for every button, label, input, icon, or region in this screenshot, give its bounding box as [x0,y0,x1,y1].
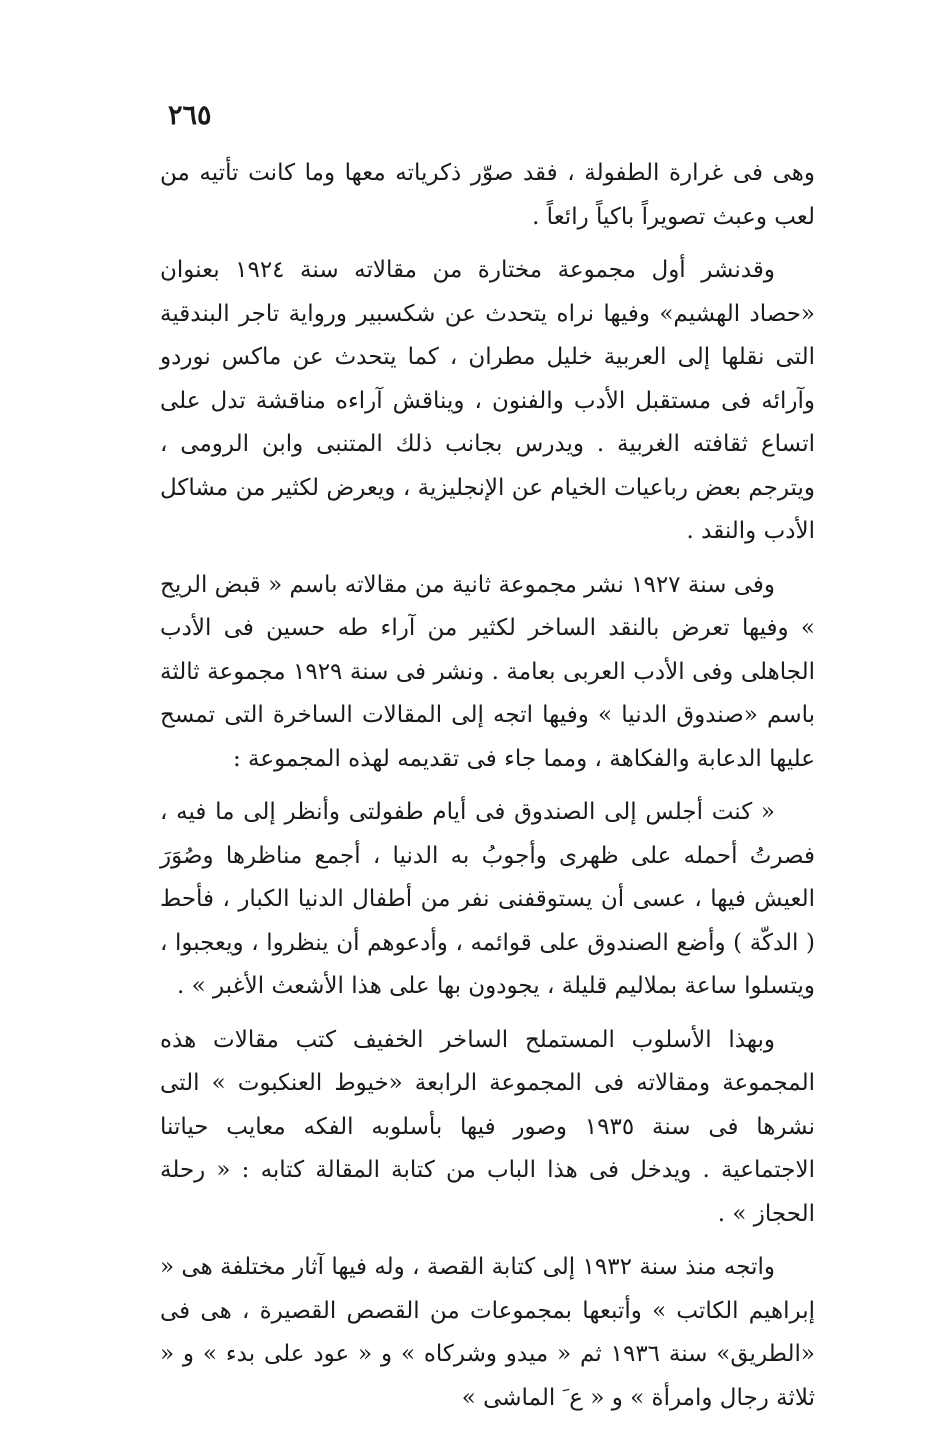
paragraph-1: وهى فى غرارة الطفولة ، فقد صوّر ذكرياته معها وما كانت تأتيه من لعب وعبث تصويراً باكياً رائعاً . [160,160,815,230]
paragraph-6: واتجه منذ سنة ١٩٣٢ إلى كتابة القصة ، وله فيها آثار مختلفة هى « إبراهيم الكاتب » وأتبعها بمجموعات من القصص القصيرة ، هى فى «الطريق» سنة ١٩٣٦ ثم « ميدو وشركاه » و « عود على بدء » و « ثلاثة رجال وامرأة » و « ع َ الماشى » [160,1254,815,1411]
paragraph-3: وفى سنة ١٩٢٧ نشر مجموعة ثانية من مقالاته باسم « قبض الريح » وفيها تعرض بالنقد الساخر لكثير من آراء طه حسين فى الأدب الجاهلى وفى الأدب العربى بعامة . ونشر فى سنة ١٩٢٩ مجموعة ثالثة باسم «صندوق الدنيا » وفيها اتجه إلى المقالات الساخرة التى تمسح عليها الدعابة والفكاهة ، ومما جاء فى تقديمه لهذه المجموعة : [160,571,815,772]
body-text [160,152,815,1430]
paragraph-4-quote: « كنت أجلس إلى الصندوق فى أيام طفولتى وأنظر إلى ما فيه ، فصرتُ أحمله على ظهرى وأجوبُ به الدنيا ، أجمع مناظرها وصُوَرَ العيش فيها ، عسى أن يستوقفنى نفر من أطفال الدنيا الكبار ، فأحط ( الدكّة ) وأضع الصندوق على قوائمه ، وأدعوهم أن ينظروا ، ويعجبوا ، ويتسلوا ساعة بملاليم قليلة ، يجودون بها على هذا الأشعث الأغبر » . [160,799,815,999]
page-number: ٢٦٥ [168,100,212,131]
paragraph-5: وبهذا الأسلوب المستملح الساخر الخفيف كتب مقالات هذه المجموعة ومقالاته فى المجموعة الرابعة «خيوط العنكبوت » التى نشرها فى سنة ١٩٣٥ وصور فيها بأسلوبه الفكه معايب حياتنا الاجتماعية . ويدخل فى هذا الباب من كتابة المقالة كتابه : « رحلة الحجاز » . [160,1026,816,1227]
paragraph-2: وقدنشر أول مجموعة مختارة من مقالاته سنة ١٩٢٤ بعنوان «حصاد الهشيم» وفيها نراه يتحدث عن شكسبير ورواية تاجر البندقية التى نقلها إلى العربية خليل مطران ، كما يتحدث عن ماكس نوردو وآرائه فى مستقبل الأدب والفنون ، ويناقش آراءه مناقشة تدل على اتساع ثقافته الغربية . ويدرس بجانب ذلك المتنبى وابن الرومى ، ويترجم بعض رباعيات الخيام عن الإنجليزية ، ويعرض لكثير من مشاكل الأدب والنقد . [160,257,815,544]
